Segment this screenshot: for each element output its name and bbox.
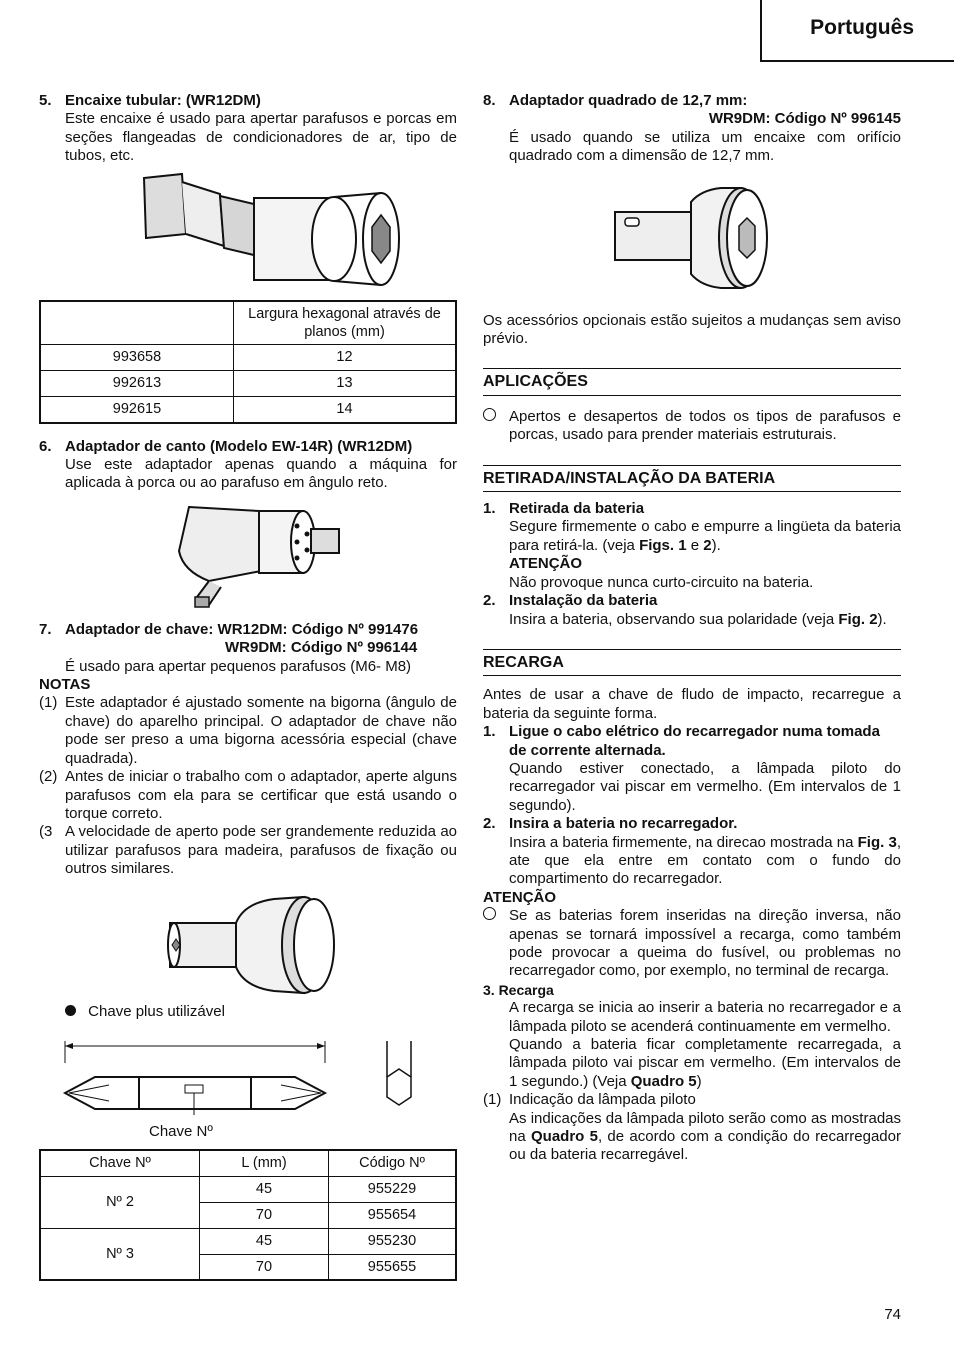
recarga-2-heading [483, 815, 901, 833]
section-number: 6. [39, 437, 52, 455]
optional-accessories-note: Os acessórios opcionais estão sujeitos a mudanças sem aviso prévio. [483, 311, 901, 348]
section-7-code: WR9DM: Código Nº 996144 [225, 639, 418, 657]
section-5-text: Este encaixe é usado para apertar parafusos e porcas em seções flangeadas de condicionadores de ar, tipo de tubos, etc. [65, 110, 457, 165]
left-column [39, 92, 457, 1281]
table-ref: Quadro 5 [630, 1072, 697, 1090]
square-adapter-illustration [611, 184, 901, 294]
bit-caption: Chave Nº [149, 1122, 213, 1140]
attention-item [483, 907, 901, 981]
aplicacoes-text: Apertos e desapertos de todos os tipos de parafusos e porcas, usado para prender materiais estruturais. [509, 407, 901, 444]
indicacao-heading [483, 1091, 901, 1109]
note-number: (3 [39, 823, 53, 841]
section-title: Retirada da bateria [509, 500, 645, 518]
table-cell: 14 [234, 397, 457, 423]
section-5-heading [39, 92, 457, 110]
recarga-3-text-2 [483, 1036, 901, 1091]
section-number: 1. [483, 500, 496, 518]
text-span: , de acordo com a condição do recarregador ou da bateria recarregável. [509, 1128, 901, 1164]
aplicacoes-item [483, 408, 901, 445]
recarga-heading: RECARGA [483, 649, 901, 676]
section-number: 8. [483, 92, 496, 109]
section-title: Instalação da bateria [509, 592, 658, 610]
note-text: Antes de iniciar o trabalho com o adaptador, aperte alguns parafusos com ela para se certificar que está usando o torque correto. [65, 768, 457, 822]
table-cell: Nº 3 [40, 1228, 200, 1280]
note-item [39, 694, 457, 768]
section-number: 7. [39, 620, 52, 638]
section-title: Adaptador de chave: WR12DM: Código Nº 991476 [65, 620, 419, 638]
section-number: 2. [483, 815, 496, 833]
section-number: 1. [483, 723, 496, 741]
language-tab [760, 0, 954, 62]
section-title: Adaptador quadrado de 12,7 mm: [509, 92, 748, 109]
attention-label: ATENÇÃO [509, 555, 583, 573]
section-title: Encaixe tubular: (WR12DM) [65, 92, 261, 109]
table-header-empty [40, 301, 234, 345]
table-header-hex: Largura hexagonal através de planos (mm) [234, 301, 457, 345]
note-number: (1) [39, 694, 58, 712]
note-text: A velocidade de aperto pode ser grandemente reduzida ao utilizar parafusos para madeira, parafusos de fixação ou outros similares. [65, 823, 457, 878]
section-6-text: Use este adaptador apenas quando a máquina for aplicada à porca ou ao parafuso em ângulo reto. [65, 456, 457, 492]
language-label: Português [810, 16, 914, 39]
table-header: Chave Nº [40, 1150, 200, 1176]
section-7-text: É usado para apertar pequenos parafusos (M6- M8) [65, 657, 412, 675]
corner-adapter-illustration [169, 501, 457, 613]
page-number: 74 [884, 1306, 901, 1323]
attention-label: ATENÇÃO [483, 888, 557, 906]
figure-ref: Fig. 2 [838, 610, 878, 628]
text-span: Insira a bateria firmemente, na direcao mostrada na [509, 833, 858, 851]
table-cell: Nº 2 [40, 1176, 200, 1228]
bateria-heading: RETIRADA/INSTALAÇÃO DA BATERIA [483, 465, 901, 492]
bateria-2-text [483, 611, 901, 629]
section-8-heading [483, 92, 901, 110]
recarga-3-heading: 3. Recarga [483, 981, 554, 998]
table-cell: 992613 [40, 371, 234, 397]
table-cell: 45 [200, 1228, 329, 1254]
section-8-text: É usado quando se utiliza um encaixe com orifício quadrado com a dimensão de 12,7 mm. [509, 128, 901, 165]
bateria-1-heading [483, 500, 901, 518]
figure-ref: Figs. 1 [639, 536, 687, 554]
table-cell: 70 [200, 1202, 329, 1228]
recarga-intro: Antes de usar a chave de fludo de impacto, recarregue a bateria da seguinte forma. [483, 686, 901, 722]
aplicacoes-heading: APLICAÇÕES [483, 368, 901, 395]
right-column [483, 92, 901, 1165]
text-span: Segure firmemente o cabo e empurre a lingüeta da bateria para retirá-la. (veja [509, 518, 901, 554]
table-cell: 993658 [40, 345, 234, 371]
note-text: Este adaptador é ajustado somente na bigorna (ângulo de chave) do aparelho principal. O adaptador de chave não pode ser preso a uma bigorna acessória especial (chave quadrada). [65, 694, 457, 767]
screw-adapter-illustration [164, 893, 457, 997]
text-span: ). [877, 610, 887, 628]
attention-text: Se as baterias forem inseridas na direção inversa, não apenas se tornará impossível a recarga, como também pode provocar a queima do fusível, ou problemas no recarregador como, por exemplo, no terminal de recarga. [509, 907, 901, 980]
recarga-3-text-1: A recarga se inicia ao inserir a bateria no recarregador e a lâmpada piloto se acenderá continuamente em vermelho. [509, 999, 901, 1035]
section-8-code: WR9DM: Código Nº 996145 [708, 110, 901, 128]
socket-size-table [39, 300, 457, 424]
table-header: Código Nº [329, 1150, 457, 1176]
recarga-1-text: Quando estiver conectado, a lâmpada piloto do recarregador vai piscar em vermelho. (Em intervalos de 1 segundo). [509, 759, 901, 814]
attention-text: Não provoque nunca curto-circuito na bateria. [509, 573, 814, 591]
recarga-2-text [483, 834, 901, 889]
bateria-1-text [483, 518, 901, 555]
table-cell: 70 [200, 1254, 329, 1280]
note-number: (2) [39, 768, 58, 786]
text-span: As indicações da lâmpada piloto serão como as mostradas na [509, 1109, 901, 1146]
table-cell: 955655 [329, 1254, 457, 1280]
section-6-heading [39, 438, 457, 456]
bateria-2-heading [483, 592, 901, 610]
text-span: ). [711, 536, 721, 554]
table-cell: 12 [234, 345, 457, 371]
section-title: Adaptador de canto (Modelo EW-14R) (WR12DM) [65, 437, 413, 455]
text-span: , ate que ela entre em contato com o fundo do compartimento do recarregador. [509, 833, 901, 888]
note-item [39, 768, 457, 823]
bullet-circle-icon [483, 907, 496, 920]
usable-bit-bullet [65, 1003, 457, 1021]
section-number: 5. [39, 92, 52, 109]
figure-ref: Fig. 3 [857, 833, 897, 851]
bullet-icon [65, 1005, 76, 1016]
text-span: e [686, 536, 704, 554]
socket-illustration [124, 172, 457, 290]
indicacao-text [483, 1110, 901, 1165]
recarga-1-heading [483, 723, 901, 760]
table-header: L (mm) [200, 1150, 329, 1176]
table-cell: 955229 [329, 1176, 457, 1202]
note-title: Indicação da lâmpada piloto [509, 1091, 696, 1109]
table-cell: 992615 [40, 397, 234, 423]
text-span: ) [696, 1072, 702, 1090]
section-number: 2. [483, 592, 496, 610]
bullet-text: Chave plus utilizável [88, 1002, 225, 1020]
table-cell: 955230 [329, 1228, 457, 1254]
figure-ref: 2 [703, 536, 712, 554]
bit-illustration [39, 1033, 457, 1129]
note-number: (1) [483, 1091, 502, 1109]
table-cell: 13 [234, 371, 457, 397]
note-item [39, 823, 457, 878]
bullet-circle-icon [483, 408, 496, 421]
table-ref: Quadro 5 [530, 1128, 598, 1146]
text-span: Insira a bateria, observando sua polaridade (veja [509, 610, 839, 628]
bit-table [39, 1149, 457, 1281]
table-cell: 955654 [329, 1202, 457, 1228]
section-title: Ligue o cabo elétrico do recarregador numa tomada de corrente alternada. [509, 723, 880, 759]
text-span: Quando a bateria ficar completamente recarregada, a lâmpada piloto vai piscar em vermelho. (Em intervalos de 1 segundo.) (Veja [509, 1036, 901, 1090]
table-cell: 45 [200, 1176, 329, 1202]
section-title: Insira a bateria no recarregador. [509, 815, 738, 833]
section-7-heading [39, 621, 457, 658]
notes-title: NOTAS [39, 676, 91, 694]
